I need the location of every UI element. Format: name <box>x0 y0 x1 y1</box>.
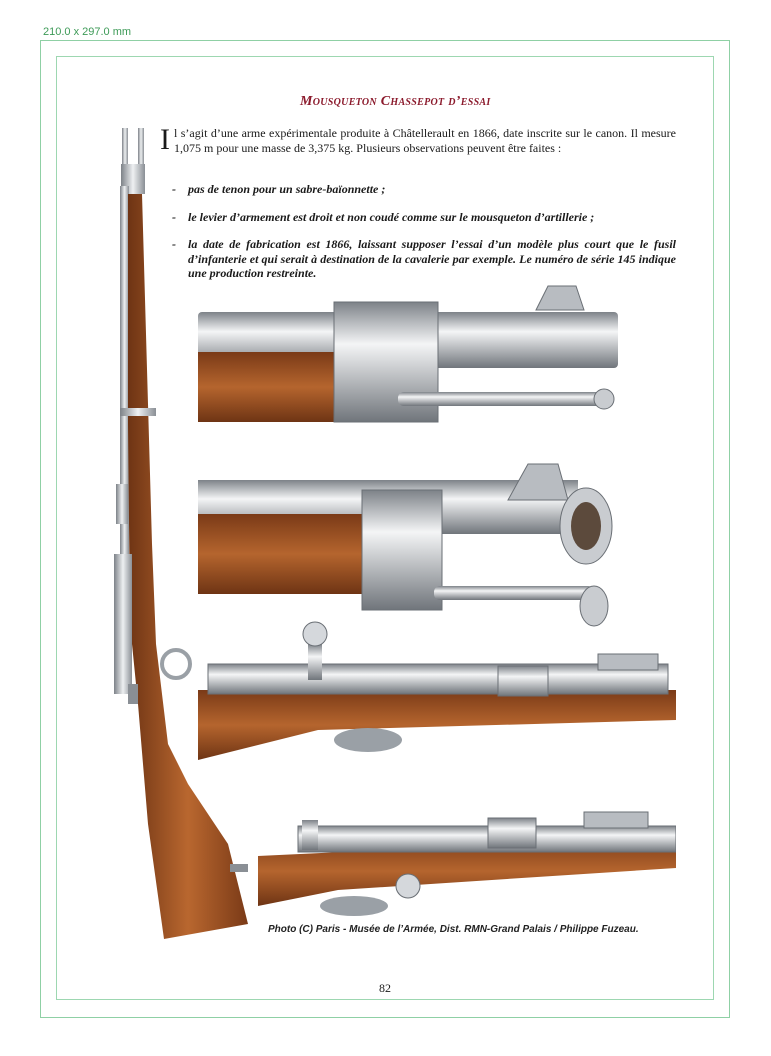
dropcap: I <box>160 123 170 156</box>
list-item-text: la date de fabrication est 1866, laissant supposer l’essai d’un modèle plus court que le fusil d’infanterie et qui serait à destination de la cavalerie par exemple. Le numéro de série 145 indique une production restreinte. <box>188 237 676 280</box>
intro-paragraph <box>160 123 676 156</box>
list-dash: - <box>172 209 176 224</box>
list-item-text: pas de tenon pour un sabre-baïonnette ; <box>188 182 386 196</box>
page-size-label: 210.0 x 297.0 mm <box>43 26 132 38</box>
intro-text: l s’agit d’une arme expérimentale produite à Châtellerault en 1866, date inscrite sur le canon. Il mesure 1,075 m pour une masse de 3,375 kg. Plusieurs observations peuvent être faites : <box>174 126 676 155</box>
list-dash: - <box>172 237 176 251</box>
muzzle-front-photo <box>198 460 618 630</box>
list-item <box>172 182 676 197</box>
muzzle-side-photo <box>198 282 624 432</box>
list-dash: - <box>172 182 176 196</box>
page-number: 82 <box>379 981 391 995</box>
observation-list <box>172 182 676 294</box>
page-title: Mousqueton Chassepot d’essai <box>300 94 491 109</box>
list-item <box>172 210 676 225</box>
list-item-text: le levier d’armement est droit et non coudé comme sur le mousqueton d’artillerie ; <box>188 209 595 224</box>
list-item <box>172 237 676 281</box>
receiver-sight-photo <box>258 806 676 918</box>
bolt-action-photo <box>198 620 676 770</box>
photo-caption: Photo (C) Paris - Musée de l’Armée, Dist. RMN-Grand Palais / Philippe Fuzeau. <box>268 924 639 935</box>
